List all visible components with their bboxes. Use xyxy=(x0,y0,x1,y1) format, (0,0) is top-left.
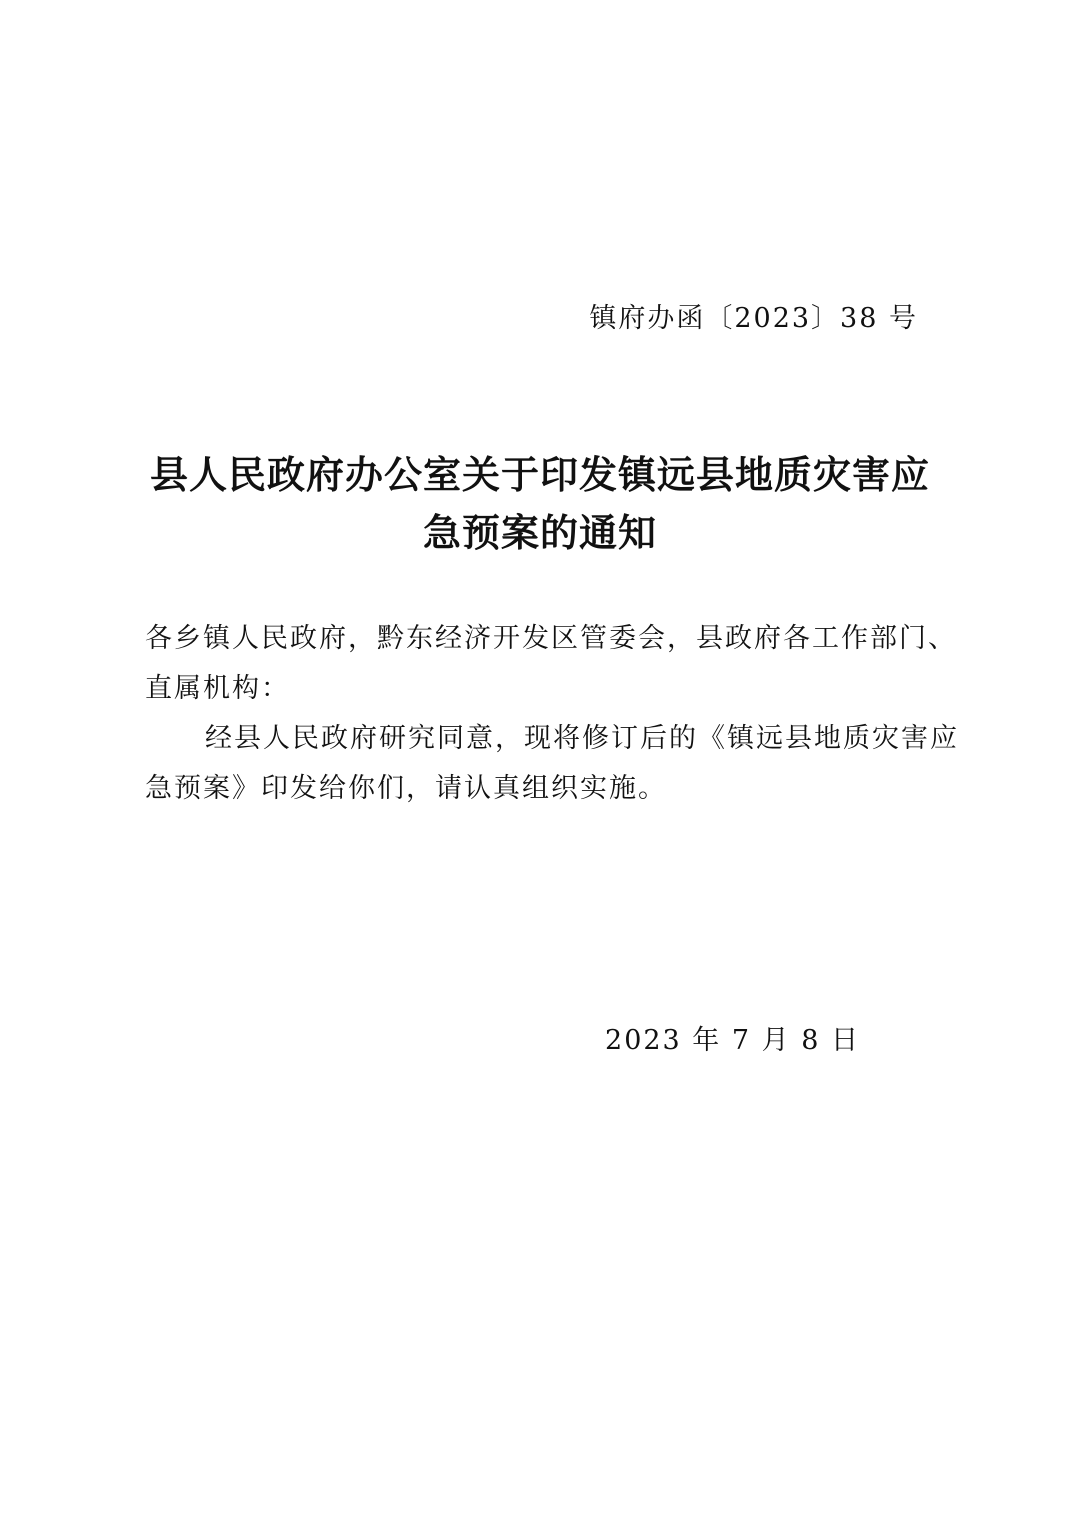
document-number: 镇府办函〔2023〕38 号 xyxy=(589,303,918,334)
title-line-1: 县人民政府办公室关于印发镇远县地质灾害应 xyxy=(149,452,930,497)
body-paragraph xyxy=(145,714,959,814)
salutation-line-2: 直属机构： xyxy=(145,673,290,704)
title-line-2: 急预案的通知 xyxy=(422,510,657,555)
salutation xyxy=(145,614,957,714)
body-line-2: 急预案》印发给你们，请认真组织实施。 xyxy=(145,773,667,804)
issue-date: 2023 年 7 月 8 日 xyxy=(605,1025,860,1056)
body-line-1: 经县人民政府研究同意，现将修订后的《镇远县地质灾害应 xyxy=(205,723,959,754)
document-title xyxy=(130,446,950,562)
salutation-line-1: 各乡镇人民政府，黔东经济开发区管委会，县政府各工作部门、 xyxy=(145,623,957,654)
